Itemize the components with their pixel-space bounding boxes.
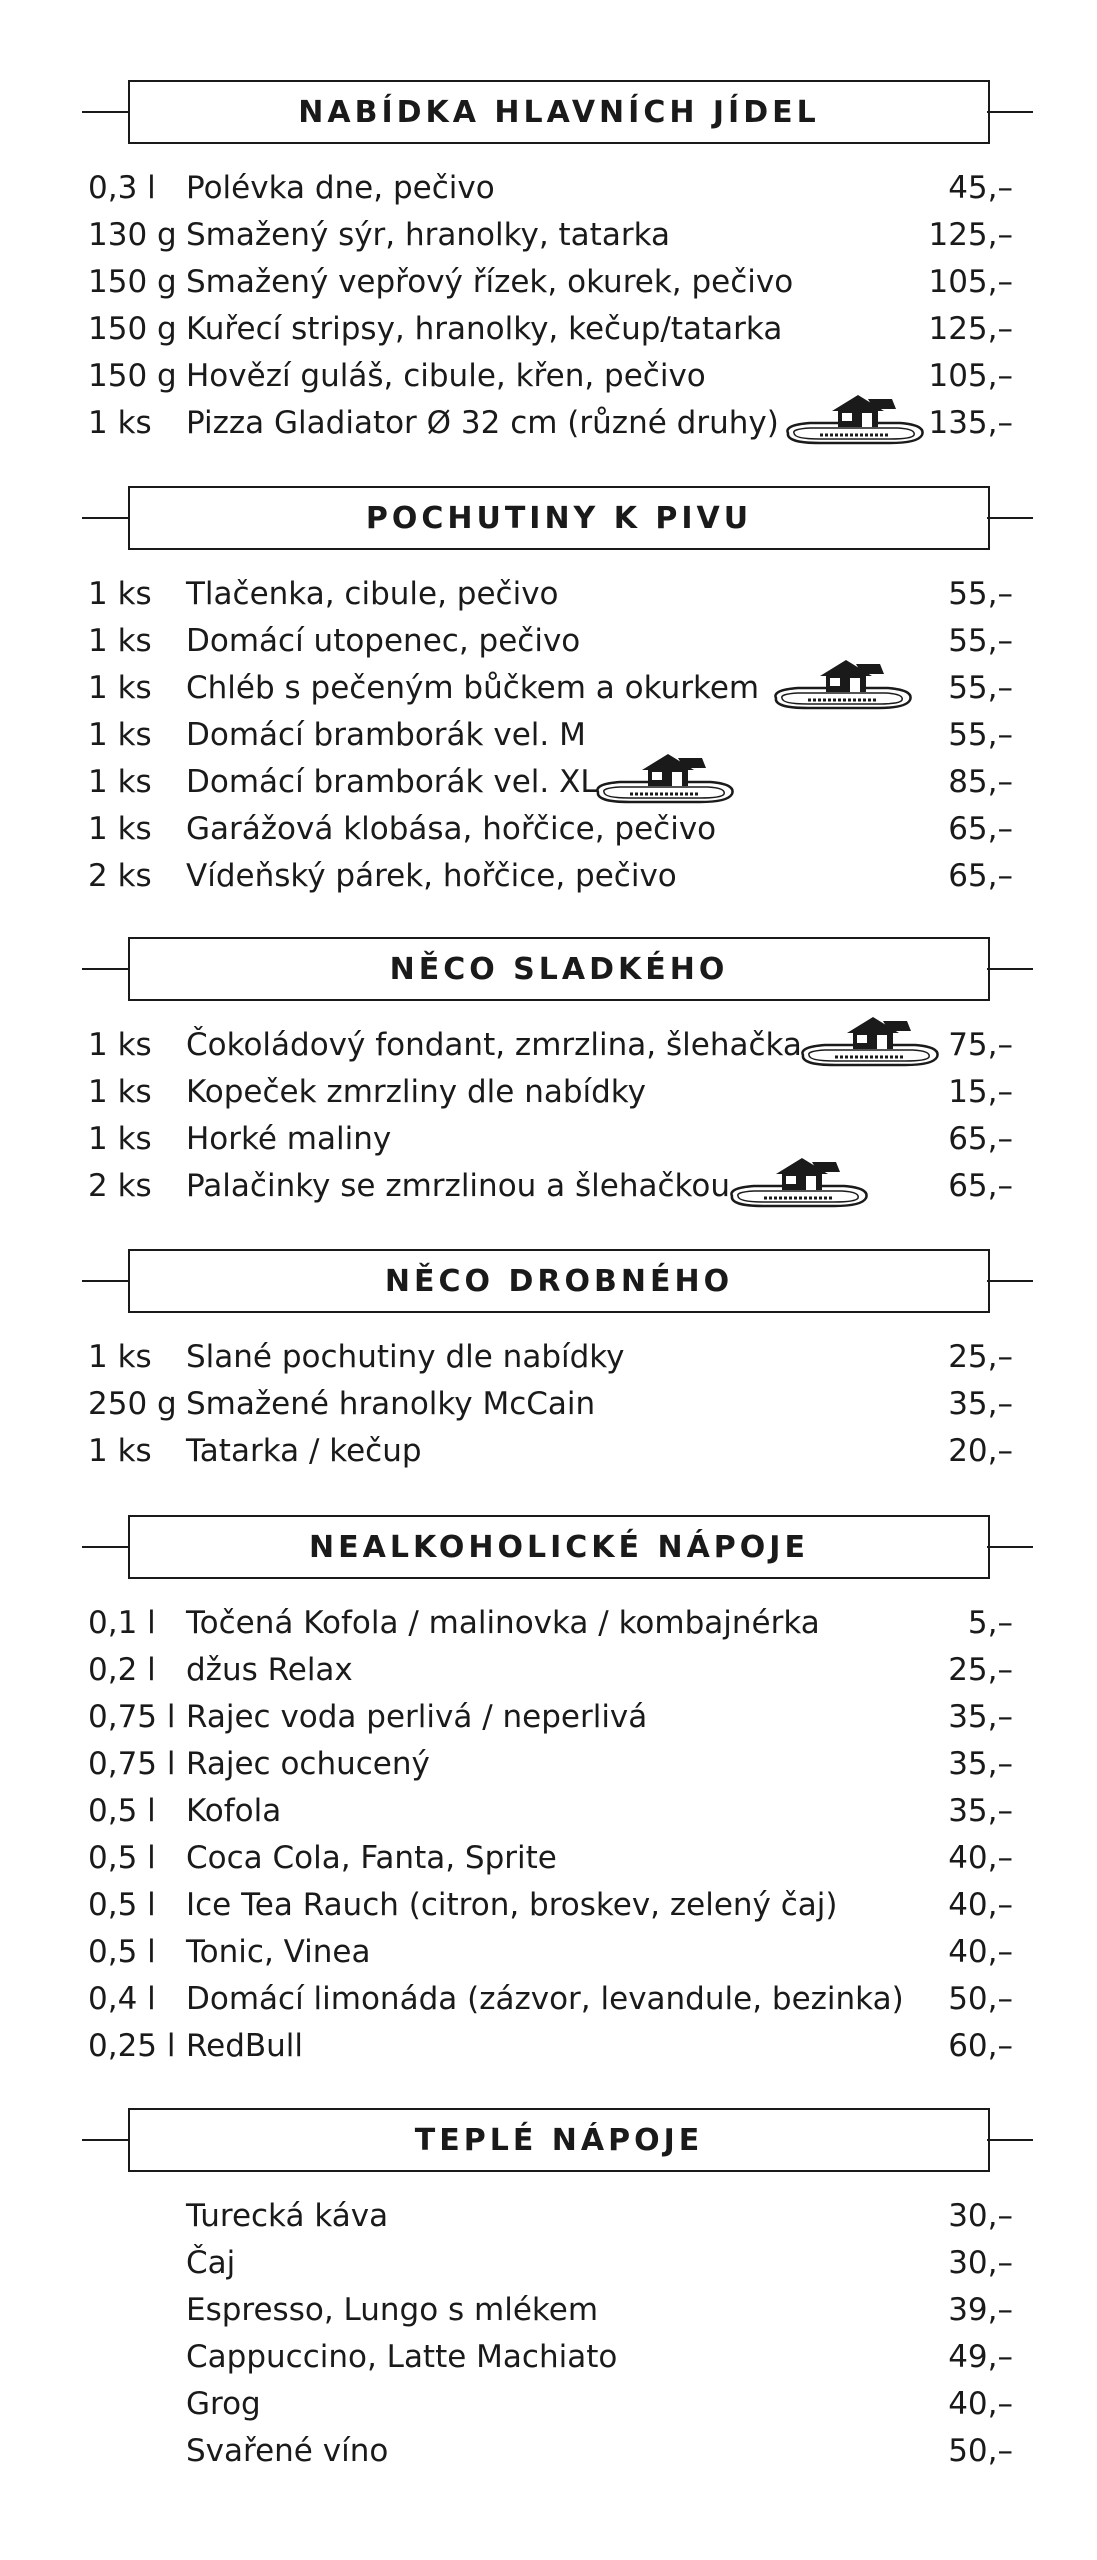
section-header	[0, 486, 1097, 550]
menu-item	[0, 2288, 1097, 2332]
item-name: Domácí bramborák vel. M	[186, 717, 586, 753]
item-name: Svařené víno	[186, 2433, 389, 2469]
item-price: 75,–	[948, 1027, 1013, 1063]
menu-item	[0, 2024, 1097, 2068]
item-price: 125,–	[928, 217, 1013, 253]
item-quantity: 1 ks	[88, 1121, 152, 1157]
item-name: Smažený sýr, hranolky, tatarka	[186, 217, 670, 253]
item-name: Kofola	[186, 1793, 282, 1829]
item-name: Rajec voda perlivá / neperlivá	[186, 1699, 648, 1735]
header-rule-left	[82, 968, 128, 970]
item-quantity: 1 ks	[88, 764, 152, 800]
item-quantity: 150 g	[88, 264, 177, 300]
item-name: Točená Kofola / malinovka / kombajnérka	[186, 1605, 820, 1641]
menu-item	[0, 1836, 1097, 1880]
item-name: Tonic, Vinea	[186, 1934, 371, 1970]
menu-item	[0, 2194, 1097, 2238]
item-name: Ice Tea Rauch (citron, broskev, zelený čaj)	[186, 1887, 838, 1923]
item-name: Garážová klobása, hořčice, pečivo	[186, 811, 717, 847]
section-header	[0, 1249, 1097, 1313]
item-price: 40,–	[948, 1840, 1013, 1876]
item-name: Chléb s pečeným bůčkem a okurkem	[186, 670, 760, 706]
item-price: 55,–	[948, 670, 1013, 706]
item-name: Domácí limonáda (zázvor, levandule, bezinka)	[186, 1981, 904, 2017]
item-price: 105,–	[928, 264, 1013, 300]
item-name: Čokoládový fondant, zmrzlina, šlehačka	[186, 1027, 802, 1063]
item-quantity: 0,75 l	[88, 1699, 176, 1735]
item-price: 30,–	[948, 2245, 1013, 2281]
menu-item	[0, 1601, 1097, 1645]
menu-item	[0, 1070, 1097, 1114]
menu-item	[0, 1382, 1097, 1426]
item-price: 55,–	[948, 623, 1013, 659]
house-logo-icon	[590, 748, 740, 808]
item-name: RedBull	[186, 2028, 304, 2064]
menu-item	[0, 1429, 1097, 1473]
item-price: 65,–	[948, 811, 1013, 847]
item-name: Tlačenka, cibule, pečivo	[186, 576, 559, 612]
item-name: Tatarka / kečup	[186, 1433, 422, 1469]
item-price: 50,–	[948, 1981, 1013, 2017]
section-header	[0, 80, 1097, 144]
item-price: 25,–	[948, 1652, 1013, 1688]
item-name: Palačinky se zmrzlinou a šlehačkou	[186, 1168, 730, 1204]
item-name: Polévka dne, pečivo	[186, 170, 495, 206]
menu-item	[0, 354, 1097, 398]
item-quantity: 130 g	[88, 217, 177, 253]
item-name: Turecká káva	[186, 2198, 389, 2234]
section-header	[0, 1515, 1097, 1579]
menu-item	[0, 166, 1097, 210]
item-price: 65,–	[948, 1121, 1013, 1157]
header-rule-left	[82, 1280, 128, 1282]
house-logo-icon	[768, 654, 918, 714]
item-name: Hovězí guláš, cibule, křen, pečivo	[186, 358, 706, 394]
item-quantity: 1 ks	[88, 1339, 152, 1375]
header-rule-left	[82, 517, 128, 519]
menu-item	[0, 1789, 1097, 1833]
item-quantity: 1 ks	[88, 623, 152, 659]
item-price: 35,–	[948, 1699, 1013, 1735]
header-rule-right	[987, 968, 1033, 970]
menu-item	[0, 1335, 1097, 1379]
item-quantity: 1 ks	[88, 1433, 152, 1469]
item-price: 125,–	[928, 311, 1013, 347]
item-price: 15,–	[948, 1074, 1013, 1110]
item-quantity: 0,5 l	[88, 1934, 156, 1970]
item-name: Coca Cola, Fanta, Sprite	[186, 1840, 557, 1876]
item-price: 35,–	[948, 1386, 1013, 1422]
header-rule-right	[987, 517, 1033, 519]
menu-item	[0, 260, 1097, 304]
menu-item	[0, 1117, 1097, 1161]
house-logo-icon	[780, 389, 930, 449]
item-price: 35,–	[948, 1746, 1013, 1782]
item-quantity: 0,5 l	[88, 1887, 156, 1923]
item-price: 30,–	[948, 2198, 1013, 2234]
item-name: Kopeček zmrzliny dle nabídky	[186, 1074, 647, 1110]
menu-item	[0, 1164, 1097, 1208]
header-rule-left	[82, 2139, 128, 2141]
menu-item	[0, 213, 1097, 257]
item-price: 5,–	[967, 1605, 1013, 1641]
menu-item	[0, 1977, 1097, 2021]
item-price: 20,–	[948, 1433, 1013, 1469]
item-quantity: 0,1 l	[88, 1605, 156, 1641]
item-name: Pizza Gladiator Ø 32 cm (různé druhy)	[186, 405, 779, 441]
item-quantity: 2 ks	[88, 1168, 152, 1204]
header-rule-right	[987, 2139, 1033, 2141]
menu-item	[0, 2241, 1097, 2285]
item-price: 105,–	[928, 358, 1013, 394]
item-price: 45,–	[948, 170, 1013, 206]
section-title-box	[128, 1515, 990, 1579]
item-name: Čaj	[186, 2245, 236, 2281]
menu-item	[0, 2382, 1097, 2426]
item-price: 35,–	[948, 1793, 1013, 1829]
item-price: 55,–	[948, 717, 1013, 753]
item-quantity: 0,5 l	[88, 1793, 156, 1829]
item-quantity: 1 ks	[88, 1074, 152, 1110]
menu-item	[0, 1883, 1097, 1927]
section-title: NABÍDKA HLAVNÍCH JÍDEL	[298, 94, 820, 130]
item-quantity: 1 ks	[88, 811, 152, 847]
section-title-box	[128, 80, 990, 144]
item-price: 49,–	[948, 2339, 1013, 2375]
item-price: 40,–	[948, 2386, 1013, 2422]
item-price: 40,–	[948, 1887, 1013, 1923]
item-name: Smažené hranolky McCain	[186, 1386, 596, 1422]
menu-item	[0, 2429, 1097, 2473]
menu-item	[0, 760, 1097, 804]
item-quantity: 2 ks	[88, 858, 152, 894]
section-header	[0, 2108, 1097, 2172]
menu-item	[0, 401, 1097, 445]
item-price: 40,–	[948, 1934, 1013, 1970]
section-title: NĚCO DROBNÉHO	[384, 1263, 734, 1299]
item-price: 60,–	[948, 2028, 1013, 2064]
menu-item	[0, 1742, 1097, 1786]
item-quantity: 0,75 l	[88, 1746, 176, 1782]
item-name: Rajec ochucený	[186, 1746, 430, 1782]
item-quantity: 250 g	[88, 1386, 177, 1422]
item-quantity: 0,4 l	[88, 1981, 156, 2017]
menu-item	[0, 1648, 1097, 1692]
section-title-box	[128, 1249, 990, 1313]
item-quantity: 1 ks	[88, 670, 152, 706]
item-quantity: 1 ks	[88, 576, 152, 612]
item-price: 50,–	[948, 2433, 1013, 2469]
item-quantity: 1 ks	[88, 405, 152, 441]
menu-item	[0, 666, 1097, 710]
item-name: džus Relax	[186, 1652, 353, 1688]
house-logo-icon	[724, 1152, 874, 1212]
item-price: 39,–	[948, 2292, 1013, 2328]
header-rule-right	[987, 1546, 1033, 1548]
menu-item	[0, 807, 1097, 851]
menu-item	[0, 1695, 1097, 1739]
item-price: 55,–	[948, 576, 1013, 612]
item-name: Domácí bramborák vel. XL	[186, 764, 598, 800]
item-quantity: 1 ks	[88, 717, 152, 753]
item-name: Espresso, Lungo s mlékem	[186, 2292, 599, 2328]
menu-item	[0, 572, 1097, 616]
item-quantity: 150 g	[88, 358, 177, 394]
menu-item	[0, 2335, 1097, 2379]
house-logo-icon	[795, 1011, 945, 1071]
item-quantity: 1 ks	[88, 1027, 152, 1063]
section-title: TEPLÉ NÁPOJE	[414, 2122, 704, 2158]
item-name: Smažený vepřový řízek, okurek, pečivo	[186, 264, 794, 300]
section-title: NEALKOHOLICKÉ NÁPOJE	[309, 1529, 809, 1565]
item-quantity: 0,3 l	[88, 170, 156, 206]
item-name: Slané pochutiny dle nabídky	[186, 1339, 625, 1375]
section-header	[0, 937, 1097, 1001]
item-quantity: 0,25 l	[88, 2028, 176, 2064]
menu-item	[0, 1023, 1097, 1067]
item-price: 65,–	[948, 1168, 1013, 1204]
item-quantity: 0,5 l	[88, 1840, 156, 1876]
menu-item	[0, 713, 1097, 757]
menu-item	[0, 619, 1097, 663]
item-quantity: 150 g	[88, 311, 177, 347]
item-name: Horké maliny	[186, 1121, 392, 1157]
header-rule-right	[987, 1280, 1033, 1282]
item-name: Vídeňský párek, hořčice, pečivo	[186, 858, 677, 894]
item-price: 85,–	[948, 764, 1013, 800]
header-rule-right	[987, 111, 1033, 113]
section-title-box	[128, 937, 990, 1001]
item-name: Cappuccino, Latte Machiato	[186, 2339, 618, 2375]
menu-item	[0, 854, 1097, 898]
item-price: 135,–	[928, 405, 1013, 441]
menu-item	[0, 1930, 1097, 1974]
item-name: Domácí utopenec, pečivo	[186, 623, 581, 659]
item-name: Grog	[186, 2386, 261, 2422]
item-price: 25,–	[948, 1339, 1013, 1375]
item-quantity: 0,2 l	[88, 1652, 156, 1688]
menu-item	[0, 307, 1097, 351]
section-title-box	[128, 2108, 990, 2172]
item-price: 65,–	[948, 858, 1013, 894]
section-title: NĚCO SLADKÉHO	[389, 951, 729, 987]
header-rule-left	[82, 111, 128, 113]
section-title-box	[128, 486, 990, 550]
section-title: POCHUTINY K PIVU	[365, 500, 753, 536]
header-rule-left	[82, 1546, 128, 1548]
item-name: Kuřecí stripsy, hranolky, kečup/tatarka	[186, 311, 783, 347]
